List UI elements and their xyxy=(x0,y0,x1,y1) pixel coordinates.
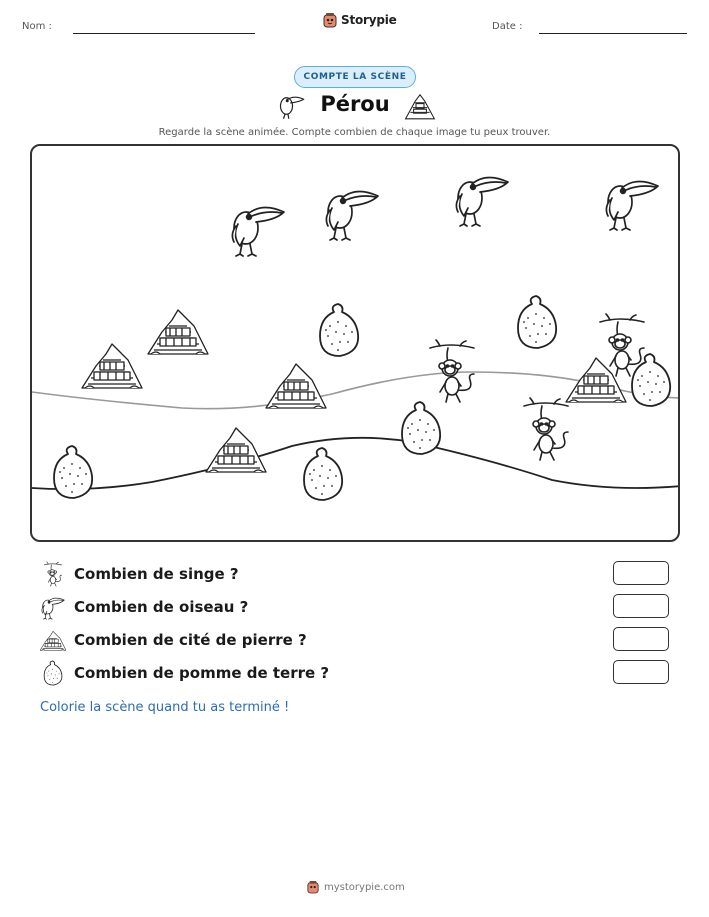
stone-city-icon xyxy=(82,344,142,388)
monkey-icon xyxy=(600,314,644,376)
potato-icon xyxy=(402,402,440,454)
toucan-icon xyxy=(232,207,284,256)
question-text: Combien de pomme de terre ? xyxy=(74,664,330,682)
toucan-icon xyxy=(456,177,508,226)
date-label: Date : xyxy=(492,21,523,32)
potato-icon xyxy=(304,448,342,500)
storypie-mascot-icon xyxy=(323,12,337,28)
brand-logo xyxy=(323,12,397,28)
scene-frame xyxy=(30,144,680,542)
answer-box-bird[interactable] xyxy=(613,594,669,618)
monkey-icon xyxy=(430,340,474,402)
instructions: Regarde la scène animée. Compte combien de chaque image tu peux trouver. xyxy=(158,127,551,138)
page-title: Pérou xyxy=(320,92,390,116)
stone-city-icon xyxy=(206,428,266,472)
name-line[interactable] xyxy=(73,33,255,34)
stone-city-icon xyxy=(148,310,208,354)
question-text: Combien de cité de pierre ? xyxy=(74,631,307,649)
front-ground-line xyxy=(32,438,680,489)
question-row-potato xyxy=(40,660,670,686)
activity-tag: COMPTE LA SCÈNE xyxy=(294,66,416,88)
potato-icon xyxy=(40,660,66,686)
site-url[interactable]: mystorypie.com xyxy=(324,881,405,893)
potato-icon xyxy=(54,446,92,498)
toucan-icon xyxy=(326,191,378,240)
answer-box-stone-city[interactable] xyxy=(613,627,669,651)
site-footer xyxy=(307,880,405,894)
monkey-icon xyxy=(40,561,66,587)
date-line[interactable] xyxy=(539,33,687,34)
question-row-stone-city xyxy=(40,627,670,653)
brand-name: Storypie xyxy=(341,13,397,27)
question-row-monkey xyxy=(40,561,670,587)
toucan-icon xyxy=(276,91,306,121)
question-text: Combien de singe ? xyxy=(74,565,239,583)
potato-icon xyxy=(518,296,556,348)
scene-drawing xyxy=(32,146,680,542)
stone-city-icon xyxy=(40,627,66,653)
potato-icon xyxy=(320,304,358,356)
stone-city-icon xyxy=(404,91,436,121)
toucan-icon xyxy=(40,594,66,620)
name-label: Nom : xyxy=(22,21,52,32)
storypie-mascot-icon xyxy=(307,880,319,894)
answer-box-monkey[interactable] xyxy=(613,561,669,585)
stone-city-icon xyxy=(266,364,326,408)
answer-box-potato[interactable] xyxy=(613,660,669,684)
coloring-note: Colorie la scène quand tu as terminé ! xyxy=(40,700,290,715)
question-row-bird xyxy=(40,594,670,620)
question-text: Combien de oiseau ? xyxy=(74,598,249,616)
toucan-icon xyxy=(606,181,658,230)
monkey-icon xyxy=(524,398,568,460)
